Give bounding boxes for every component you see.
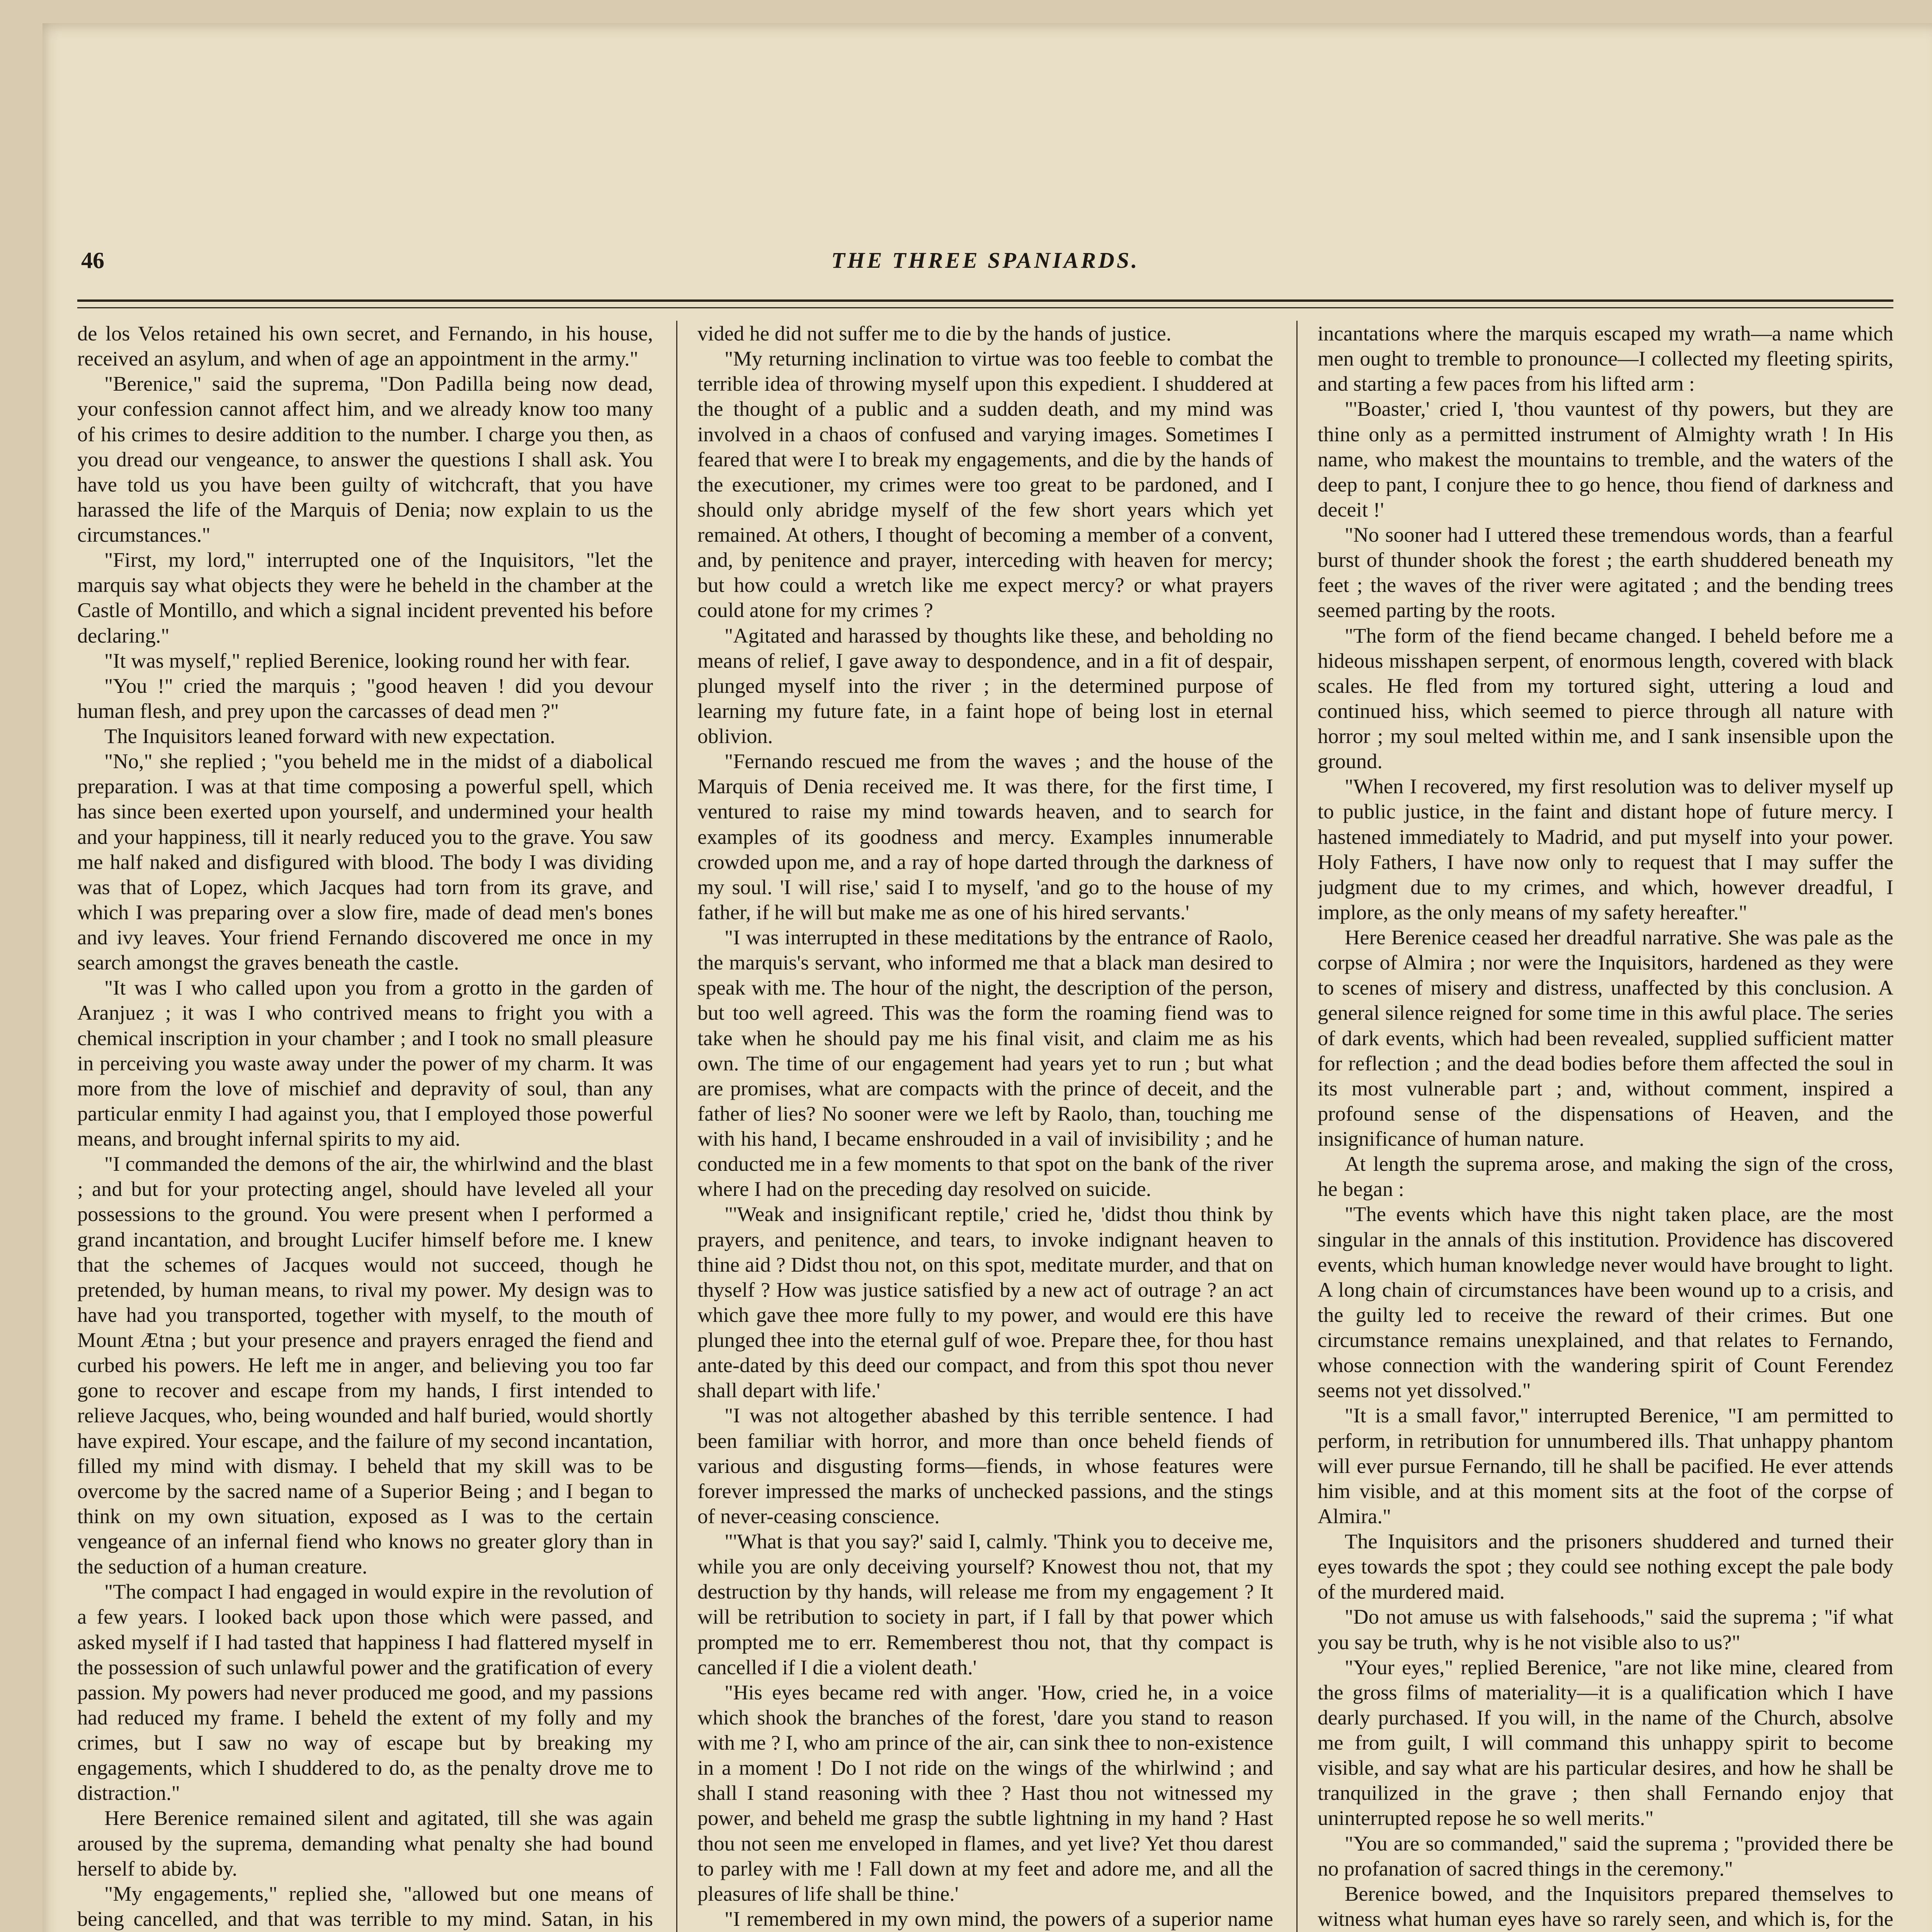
paragraph: "I was interrupted in these meditations by the entrance of Raolo, the marquis's servant, who informed me that a black man desired to speak with me. The hour of the night, the description of the person, but too well agreed. This was the form the roaming fiend was to take when he should pay me his final visit, and claim me as his own. The time of our engagement had years yet to run ; but what are promises, what are compacts with the prince of deceit, and the father of lies? No sooner were we left by Raolo, than, touching me with his hand, I became enshrouded in a vail of invisibility ; and he conducted me in a few moments to that spot on the bank of the river where I had on the preceding day resolved on suicide.	[697, 925, 1273, 1201]
paragraph: "I was not altogether abashed by this terrible sentence. I had been familiar with horror, and more than once beheld fiends of various and disgusting forms—fiends, in whose features were forever impressed the marks of unchecked passions, and the stings of never-ceasing conscience.	[697, 1403, 1273, 1528]
paragraph: de los Velos retained his own secret, and Fernando, in his house, received an asylum, and when of age an appointment in the army."	[77, 321, 653, 371]
page-header	[81, 247, 1889, 294]
paragraph: "You !" cried the marquis ; "good heaven ! did you devour human flesh, and prey upon the carcasses of dead men ?"	[77, 673, 653, 723]
paragraph: "No," she replied ; "you beheld me in the midst of a diabolical preparation. I was at that time composing a powerful spell, which has since been exerted upon yourself, and undermined your health and your happiness, till it nearly reduced you to the grave. You saw me half naked and disfigured with blood. The body I was dividing was that of Lopez, which Jacques had torn from its grave, and which I was preparing over a slow fire, made of dead men's bones and ivy leaves. Your friend Fernando discovered me once in my search amongst the graves beneath the castle.	[77, 749, 653, 975]
paragraph: The Inquisitors and the prisoners shuddered and turned their eyes towards the spot ; they could see nothing except the pale body of the murdered maid.	[1318, 1529, 1893, 1604]
paragraph: "First, my lord," interrupted one of the Inquisitors, "let the marquis say what objects they were he beheld in the chamber at the Castle of Montillo, and which a signal incident prevented his before declaring."	[77, 548, 653, 647]
header-rule-thin	[77, 307, 1893, 308]
paragraph: "You are so commanded," said the suprema ; "provided there be no profanation of sacred things in the ceremony."	[1318, 1831, 1893, 1880]
paragraph: "The compact I had engaged in would expire in the revolution of a few years. I looked back upon those which were passed, and asked myself if I had tasted that happiness I had flattered myself in the possession of such unlawful power and the gratification of every passion. My powers had never produced me good, and my passions had reduced my frame. I beheld the extent of my folly and my crimes, but I saw no way of escape but by breaking my engagements, which I shuddered to do, as the penalty drove me to distraction."	[77, 1580, 653, 1805]
paragraph: "I remembered in my own mind, the powers of a superior name	[724, 1906, 1273, 1930]
paragraph: incantations where the marquis escaped my wrath—a name which men ought to tremble to pronounce—I collected my fleeting spirits, and starting a few paces from his lifted arm :	[1318, 321, 1893, 396]
paragraph: "'Boaster,' cried I, 'thou vauntest of thy powers, but they are thine only as a permitted instrument of Almighty wrath ! In His name, who makest the mountains to tremble, and the waters of the deep to pant, I conjure thee to go hence, thou fiend of darkness and deceit !'	[1318, 397, 1893, 521]
paragraph: "No sooner had I uttered these tremendous words, than a fearful burst of thunder shook the forest ; the earth shuddered beneath my feet ; the waves of the river were agitated ; and the bending trees seemed parting by the roots.	[1318, 523, 1893, 622]
paragraph: "When I recovered, my first resolution was to deliver myself up to public justice, in the faint and distant hope of future mercy. I hastened immediately to Madrid, and put myself into your power. Holy Fathers, I have now only to request that I may suffer the judgment due to my crimes, and which, however dreadful, I implore, as the only means of my safety hereafter."	[1318, 774, 1893, 924]
paragraph: "Agitated and harassed by thoughts like these, and beholding no means of relief, I gave away to despondence, and in a fit of despair, plunged myself into the river ; in the determined purpose of learning my future fate, in a faint hope of being lost in eternal oblivion.	[697, 623, 1273, 748]
paragraph: "The form of the fiend became changed. I beheld before me a hideous misshapen serpent, of enormous length, covered with black scales. He fled from my tortured sight, uttering a loud and continued hiss, which seemed to pierce through all nature with horror ; my soul melted within me, and I sank insensible upon the ground.	[1318, 623, 1893, 773]
paragraph: "Your eyes," replied Berenice, "are not like mine, cleared from the gross films of materiality—it is a qualification which I have dearly purchased. If you will, in the name of the Church, absolve me from guilt, I will command this unhappy spirit to become visible, and say what are his particular desires, and how he shall be tranquilized in the grave ; then shall Fernando enjoy that uninterrupted repose he so well merits."	[1318, 1655, 1893, 1830]
text-column-2	[697, 321, 1273, 1932]
paragraph: "Fernando rescued me from the waves ; and the house of the Marquis of Denia received me. It was there, for the first time, I ventured to raise my mind towards heaven, and to search for examples of its goodness and mercy. Examples innumerable crowded upon me, and a ray of hope darted through the darkness of my soul. 'I will rise,' said I to myself, 'and go to the house of my father, if he will but make me as one of his hired servants.'	[697, 749, 1273, 924]
header-rule	[77, 299, 1893, 302]
text-column-3	[1318, 321, 1893, 1932]
paragraph: "Do not amuse us with falsehoods," said the suprema ; "if what you say be truth, why is he not visible also to us?"	[1318, 1605, 1893, 1654]
paragraph: "'What is that you say?' said I, calmly. 'Think you to deceive me, while you are only deceiving yourself? Knowest thou not, that my destruction by thy hands, will release me from my engagement ? It will be retribution to society in part, if I fall by that power which prompted me to err. Rememberest thou not, that thy compact is cancelled if I die a violent death.'	[697, 1529, 1273, 1679]
paragraph: Here Berenice remained silent and agitated, till she was again aroused by the suprema, demanding what penalty she had bound herself to abide by.	[77, 1806, 653, 1880]
paragraph: "Berenice," said the suprema, "Don Padilla being now dead, your confession cannot affect him, and we already know too many of his crimes to desire addition to the number. I charge you then, as you dread our vengeance, to answer the questions I shall ask. You have told us you have been guilty of witchcraft, that you have harassed the life of the Marquis of Denia; now explain to us the circumstances."	[77, 372, 653, 546]
paragraph: "It was I who called upon you from a grotto in the garden of Aranjuez ; it was I who contrived means to fright you with a chemical inscription in your chamber ; and I took no small pleasure in perceiving you waste away under the power of my charm. It was more from the love of mischief and depravity of soul, than any particular enmity I had against you, that I employed those powerful means, and brought infernal spirits to my aid.	[77, 976, 653, 1150]
paragraph: "His eyes became red with anger. 'How, cried he, in a voice which shook the branches of the forest, 'dare you stand to reason with me ? I, who am prince of the air, can sink thee to non-existence in a moment ! Do I not ride on the wings of the whirlwind ; and shall I stand reasoning with thee ? Hast thou not witnessed my power, and beheld me grasp the subtle lightning in my hand ? Hast thou not seen me enveloped in flames, and yet live? Yet thou darest to parley with me ! Fall down at my feet and adore me, and all the pleasures of life shall be thine.'	[697, 1680, 1273, 1905]
paragraph: "It is a small favor," interrupted Berenice, "I am permitted to perform, in retribution for unnumbered ills. That unhappy phantom will ever pursue Fernando, till he shall be pacified. He ever attends him visible, and at this moment sits at the foot of the corpse of Almira."	[1318, 1403, 1893, 1528]
running-head: THE THREE SPANIARDS.	[831, 248, 1139, 273]
paragraph: "'Weak and insignificant reptile,' cried he, 'didst thou think by prayers, and penitence, and tears, to invoke indignant heaven to thine aid ? Didst thou not, on this spot, meditate murder, and that on thyself ? How was justice satisfied by a new act of outrage ? an act which gave thee more fully to my power, and would ere this have plunged thee into the eternal gulf of woe. Prepare thee, for thou hast ante-dated by this deed our compact, and from this spot thou never shall depart with life.'	[697, 1202, 1273, 1402]
paragraph: At length the suprema arose, and making the sign of the cross, he began :	[1318, 1152, 1893, 1201]
paragraph: "It was myself," replied Berenice, looking round her with fear.	[104, 648, 631, 672]
paragraph: Berenice bowed, and the Inquisitors prepared themselves to witness what human eyes have so rarely seen, and which is, for the	[1318, 1881, 1893, 1930]
paragraph: Here Berenice ceased her dreadful narrative. She was pale as the corpse of Almira ; nor were the Inquisitors, hardened as they were to scenes of misery and distress, unaffected by this conclusion. A general silence reigned for some time in this awful place. The series of dark events, which had been revealed, supplied sufficient matter for reflection ; and the dead bodies before them affected the soul in its most vulnerable part ; and, without comment, inspired a profound sense of the dispensations of Heaven, and the insignificance of human nature.	[1318, 925, 1893, 1150]
paragraph: "My returning inclination to virtue was too feeble to combat the terrible idea of throwing myself upon this expedient. I shuddered at the thought of a public and a sudden death, and my mind was involved in a chaos of confused and varying images. Sometimes I feared that were I to break my engagements, and die by the hands of the executioner, my crimes were too great to be pardoned, and I should only abridge myself of the few short years which yet remained. At others, I thought of becoming a member of a convent, and, by penitence and prayer, interceding with heaven for mercy; but how could a wretch like me expect mercy? or what prayers could atone for my crimes ?	[697, 347, 1273, 622]
text-column-1	[77, 321, 653, 1932]
paragraph: "My engagements," replied she, "allowed but one means of being cancelled, and that was terrible to my mind. Satan, in his	[77, 1881, 653, 1930]
text-columns	[77, 321, 1893, 1932]
paragraph: "I commanded the demons of the air, the whirlwind and the blast ; and but for your protecting angel, should have leveled all your possessions to the ground. You were present when I performed a grand incantation, and brought Lucifer himself before me. I knew that the schemes of Jacques would not succeed, though he pretended, by human means, to rival my power. My design was to have had you transported, together with myself, to the mouth of Mount Ætna ; but your presence and prayers enraged the fiend and curbed his powers. He left me in anger, and believing you too far gone to recover and escape from my hands, I first intended to relieve Jacques, who, being wounded and half buried, would shortly have expired. Your escape, and the failure of my second incantation, filled my mind with dismay. I beheld that my skill was to be overcome by the sacred name of a Superior Being ; and I began to think on my own situation, exposed as I was to the certain vengeance of an infernal fiend who knows no greater glory than in the seduction of a human creature.	[77, 1152, 653, 1578]
page-number: 46	[81, 248, 104, 273]
paragraph: vided he did not suffer me to die by the hands of justice.	[697, 321, 1172, 345]
paragraph: "The events which have this night taken place, are the most singular in the annals of this institution. Providence has discovered events, which human knowledge never would have brought to light. A long chain of circumstances have been wound up to a crisis, and the guilty led to receive the reward of their crimes. But one circumstance remains unexplained, and that relates to Fernando, whose connection with the wandering spirit of Count Ferendez seems not yet dissolved."	[1318, 1202, 1893, 1402]
paragraph: The Inquisitors leaned forward with new expectation.	[104, 724, 555, 748]
